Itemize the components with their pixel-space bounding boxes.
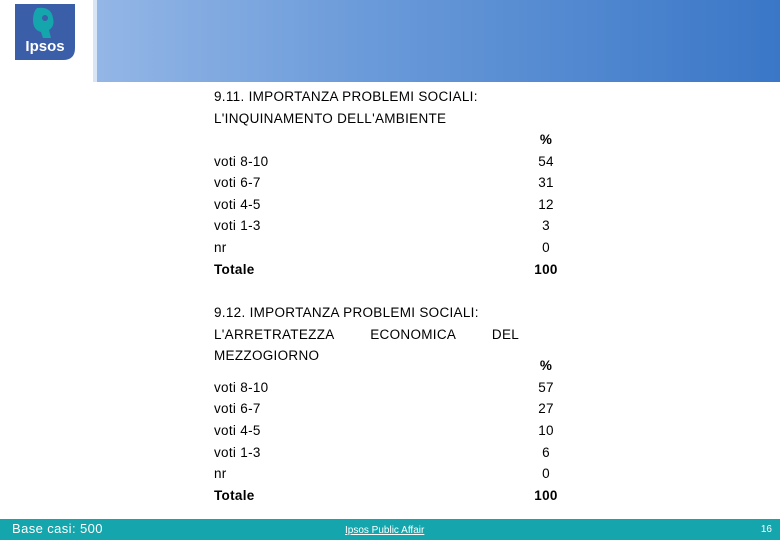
section-gap (214, 280, 574, 302)
title-line: MEZZOGIORNO (214, 348, 320, 364)
section-mezzogiorno (214, 302, 574, 506)
total-row: Totale 100 (214, 261, 558, 277)
table-row: voti 8-10 57 (214, 379, 554, 395)
title-line: 9.11. IMPORTANZA PROBLEMI SOCIALI: (214, 89, 478, 104)
percent-header: % (539, 132, 553, 147)
table-row: voti 6-7 31 (214, 175, 554, 191)
table-row: voti 8-10 54 (214, 153, 554, 169)
percent-header: % (539, 358, 553, 374)
ipsos-logo (15, 4, 75, 60)
table-row: voti 1-3 6 (214, 444, 550, 460)
section-title (214, 86, 524, 129)
table-row: nr 0 (214, 239, 550, 255)
total-row: Totale 100 (214, 487, 558, 503)
footer-bar (0, 519, 780, 540)
svg-text:Ipsos: Ipsos (25, 38, 65, 55)
table-row: voti 4-5 12 (214, 196, 554, 212)
footer-link[interactable]: Ipsos Public Affair (345, 525, 425, 536)
content-area (214, 86, 574, 506)
page-number: 16 (760, 524, 772, 535)
title-line: L'ARRETRATEZZA ECONOMICA DEL (214, 326, 520, 342)
section-title (214, 302, 524, 364)
header-band (97, 0, 780, 82)
title-line: 9.12. IMPORTANZA PROBLEMI SOCIALI: (214, 305, 479, 321)
base-cases: Base casi: 500 (12, 521, 103, 536)
table-row: voti 1-3 3 (214, 218, 550, 234)
section-inquinamento (214, 86, 574, 280)
logo-area (0, 0, 93, 82)
table-row: voti 6-7 27 (214, 401, 554, 417)
table-row: nr 0 (214, 466, 550, 482)
title-line: L'INQUINAMENTO DELL'AMBIENTE (214, 110, 447, 126)
table-row: voti 4-5 10 (214, 422, 554, 438)
